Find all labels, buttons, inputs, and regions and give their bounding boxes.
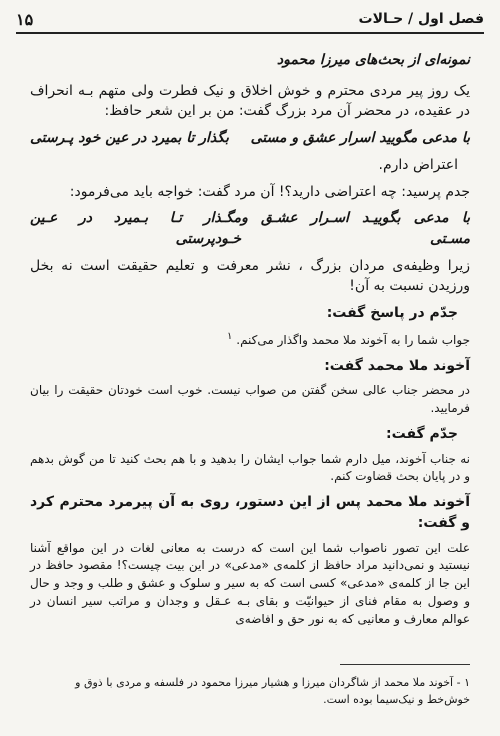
response-text-main: جواب شما را به آخوند ملا محمد واگذار می‌کنم. [236, 332, 470, 347]
verse-1 [30, 128, 470, 149]
footnote-text: - آخوند ملا محمد از شاگردان میرزا و هشیار میرزا محمود در فلسفه و مردی با ذوق و خوش‌خط و نیک‌سیما بوده است. [75, 676, 470, 707]
explanation-paragraph: علت این تصور ناصواب شما این است که درست به معانی لغات در این مواقع آشنا نیستید و نمی‌دانید مراد حافظ از کلمه‌ی «مدعی» در این بیت چیست؟! مقصود حافظ در این جا از کلمه‌ی «مدعی» کسی است که به سیر و سلوک و عشق و طلب و وجد و حال و وصول به مقام فنای از حیوانیّت و بقای بـه عـقل و وجدان و مراتب سیر انسان در عوالم معارف و معانیی که به نور حق و افاضه‌ی [30, 540, 470, 626]
reason-paragraph: زیرا وظیفه‌ی مردان بزرگ ، نشر معرفت و تعلیم حقیقت است نه بخل ورزیدن نسبت به آن! [30, 257, 470, 295]
verse-2 [30, 208, 470, 249]
footnote-marker: ۱ [227, 330, 233, 342]
page-number: ۱۵ [16, 10, 34, 29]
section-title: نمونه‌ای از بحث‌های میرزا محمود [276, 52, 470, 68]
akhund-heading: آخوند ملا محمد گفت: [324, 357, 470, 374]
verse-1-right: با مدعی مگویید اسرار عشق و مستی [250, 130, 470, 147]
footnote [30, 674, 470, 708]
response-heading: جدّم در پاسخ گفت: [326, 305, 458, 322]
grandfather-heading: جدّم گفت: [386, 425, 458, 442]
verse-2-left: مگـذار تـا بـمیرد در عـین خـودپرستی [30, 210, 242, 248]
verse-2-right: با مدعی بگوییـد اسـرار عشـق و مسـتی [241, 210, 470, 248]
akhund-reply: در محضر جناب عالی سخن گفتن من صواب نیست. خوب است خودتان حقیقت را بیان فرمایید. [30, 383, 470, 416]
page-content [30, 50, 470, 634]
question-paragraph: جدم پرسید: چه اعتراضی دارید؟! آن مرد گفت: خواجه باید می‌فرمود: [69, 183, 470, 200]
chapter-title: فصل اول / حـالات [358, 11, 484, 27]
grandfather-reply: نه جناب آخوند، میل دارم شما جواب ایشان را بدهید و با هم بحث کنید تا من گوش بدهم و در پایان بحث قضاوت کنم. [30, 451, 470, 484]
footnote-number: ۱ [464, 676, 470, 689]
response-text [30, 330, 470, 350]
footnote-divider [340, 664, 470, 665]
instruction-paragraph: آخوند ملا محمد پس از این دستور، روی به آن پیرمرد محترم کرد و گفت: [30, 494, 470, 531]
verse-1-left: بگذار تا بمیرد در عین خود پـرستی [30, 130, 229, 147]
paragraph-intro: یک روز پیر مردی محترم و خوش اخلاق و نیک فطرت ولی متهم بـه انحراف در عقیده، در محضر آن مرد بزرگ گفت: من بر این شعر حافظ: [30, 82, 470, 120]
objection-text: اعتراض دارم. [378, 156, 458, 173]
page-header [16, 10, 484, 34]
